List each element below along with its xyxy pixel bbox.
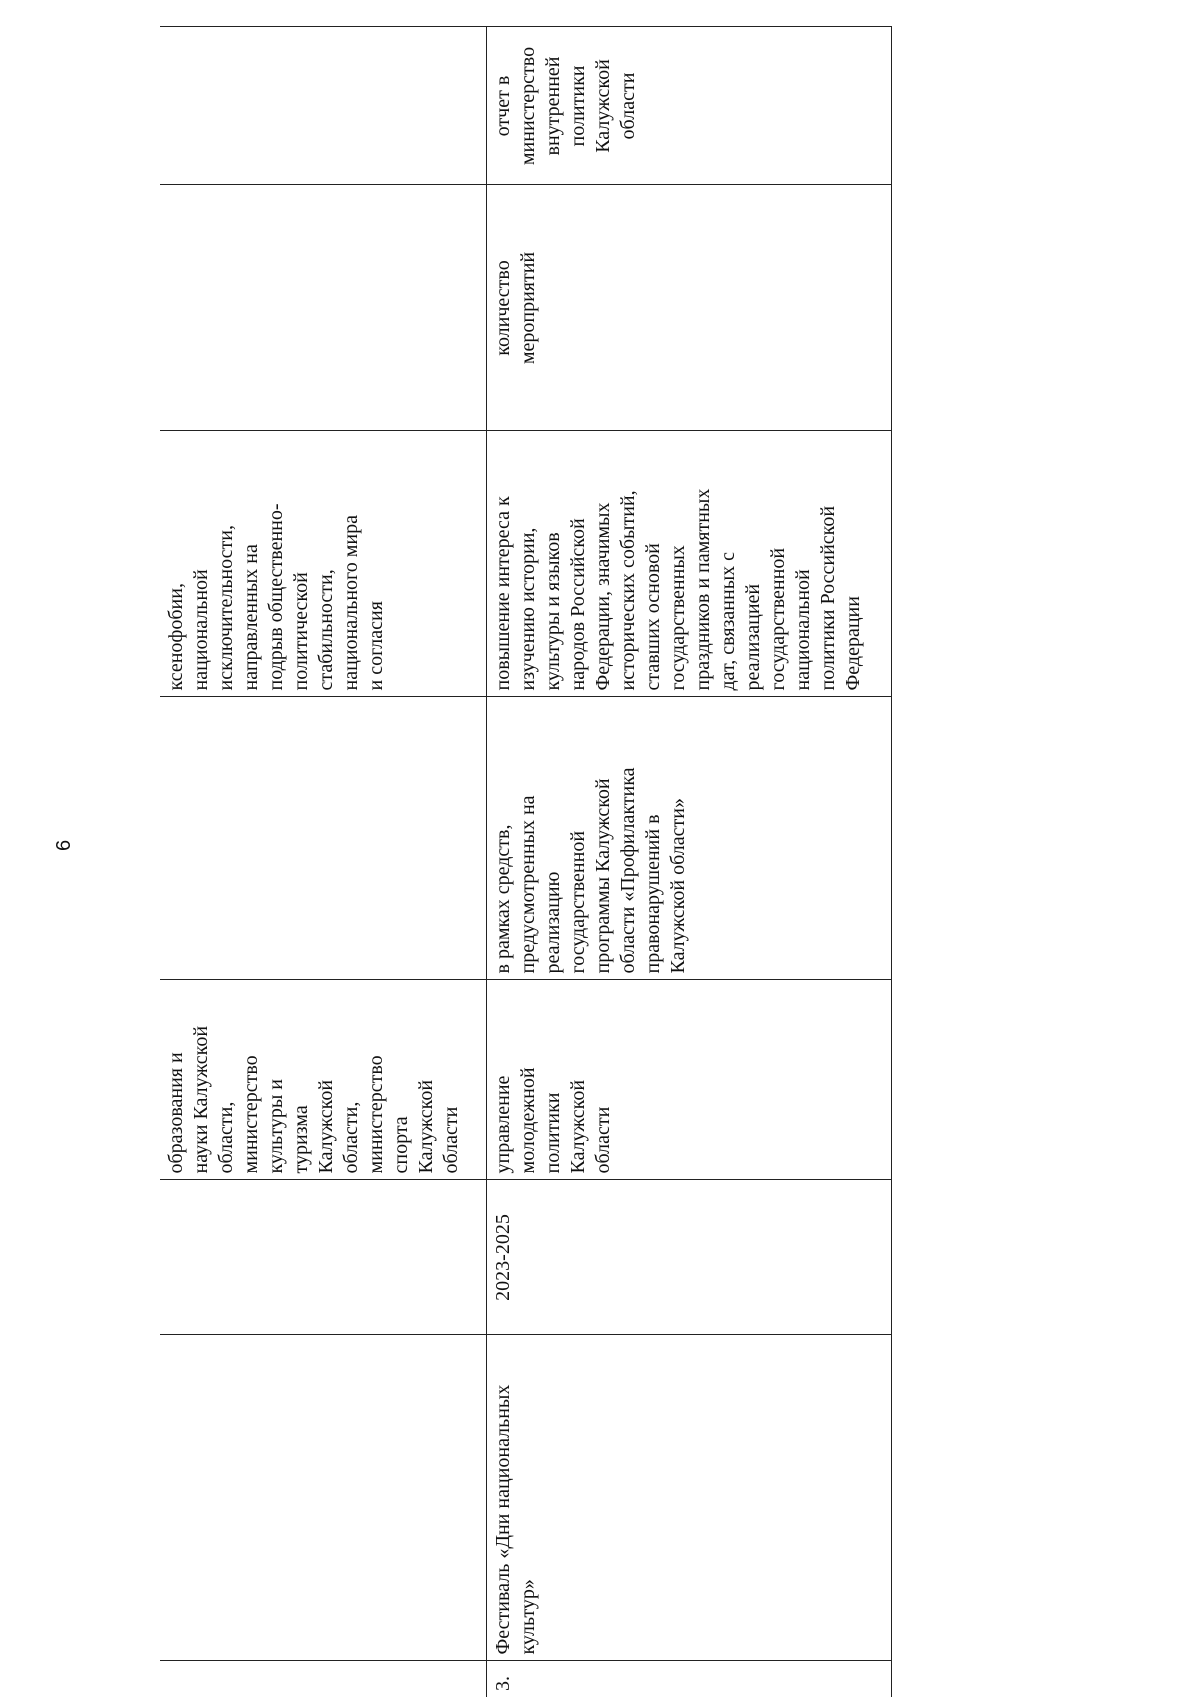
- indicator-cell: [160, 185, 487, 431]
- event-cell: [160, 1335, 487, 1661]
- report-cell: [160, 27, 487, 185]
- number-cell: [160, 1661, 487, 1697]
- table-row: [487, 27, 892, 1697]
- funding-cell: [160, 697, 487, 980]
- page-number: 6: [53, 839, 75, 851]
- report-cell: отчет в министерство внутренней политики Калужской области: [487, 27, 892, 185]
- responsible-cell: управление молодежной политики Калужской области: [487, 980, 892, 1180]
- indicator-cell: количество мероприятий: [487, 185, 892, 431]
- period-cell: 2023-2025: [487, 1180, 892, 1335]
- rotated-page: [0, 27, 1200, 1697]
- funding-cell: в рамках средств, предусмотренных на реализацию государственной программы Калужской области «Профилактика правонарушений в Калужской области»: [487, 697, 892, 980]
- measures-table: [160, 27, 892, 1697]
- period-cell: [160, 1180, 487, 1335]
- responsible-cell: образования и науки Калужской области, министерство культуры и туризма Калужской области, министерство спорта Калужской области: [160, 980, 487, 1180]
- number-cell: 3.: [487, 1661, 892, 1697]
- event-cell: Фестиваль «Дни национальных культур»: [487, 1335, 892, 1661]
- table-row: [160, 27, 487, 1697]
- result-cell: повышение интереса к изучению истории, культуры и языков народов Российской Федерации, значимых исторических событий, ставших основой государственных праздников и памятных дат, связанных с реализацией государственной национальной политики Российской Федерации: [487, 431, 892, 697]
- result-cell: ксенофобии, национальной исключительности, направленных на подрыв общественно- политической стабильности, национального мира и согласия: [160, 431, 487, 697]
